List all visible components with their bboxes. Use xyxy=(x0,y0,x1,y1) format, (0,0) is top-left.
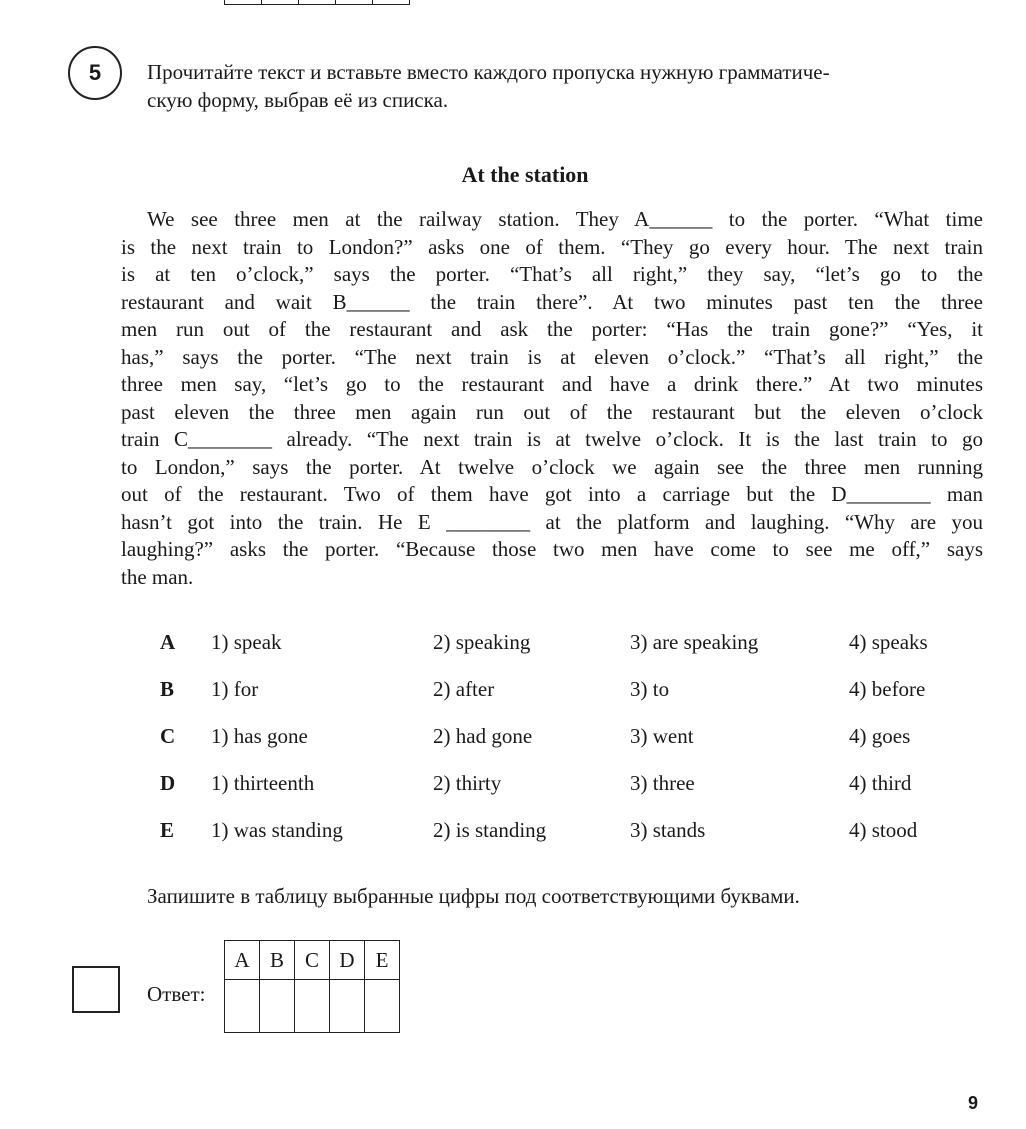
answer-cell-d[interactable] xyxy=(330,980,365,1033)
answer-cell-e[interactable] xyxy=(365,980,400,1033)
passage-line: laughing?” asks the porter. “Because those two men have come to see me off,” says xyxy=(121,537,983,561)
table-cell-remnant xyxy=(336,0,373,4)
answer-cell-b[interactable] xyxy=(260,980,295,1033)
passage-line: train C________ already. “The next train is at twelve o’clock. It is the last train to go xyxy=(121,427,983,451)
option-choice: 3) to xyxy=(630,677,670,701)
option-row-c xyxy=(160,724,980,771)
passage-line: men run out of the restaurant and ask the porter: “Has the train gone?” “Yes, it xyxy=(121,317,983,341)
option-choice: 3) went xyxy=(630,724,694,748)
passage-line: is at ten o’clock,” says the porter. “That’s all right,” they say, “let’s go to the xyxy=(121,262,983,286)
option-row-a xyxy=(160,630,980,677)
passage-line: the man. xyxy=(121,564,194,589)
option-row-d xyxy=(160,771,980,818)
answer-cell-a[interactable] xyxy=(225,980,260,1033)
passage-text xyxy=(121,206,983,591)
passage-line: We see three men at the railway station. They A______ to the porter. “What time xyxy=(147,207,983,231)
option-choice: 1) has gone xyxy=(211,724,308,748)
table-cell-remnant xyxy=(225,0,262,4)
option-choice: 4) speaks xyxy=(849,630,928,654)
option-row-e xyxy=(160,818,980,865)
answer-column-header: D xyxy=(330,941,365,980)
option-choice: 1) thirteenth xyxy=(211,771,315,795)
option-choice: 4) third xyxy=(849,771,912,795)
option-choice: 3) stands xyxy=(630,818,706,842)
passage-line: restaurant and wait B______ the train there”. At two minutes past ten the three xyxy=(121,289,983,314)
option-choice: 3) three xyxy=(630,771,695,795)
answer-instruction: Запишите в таблицу выбранные цифры под соответствующими буквами. xyxy=(147,884,800,908)
answer-column-header: C xyxy=(295,941,330,980)
page-number: 9 xyxy=(968,1093,979,1113)
answer-table-header-row xyxy=(225,941,400,980)
passage-line: to London,” says the porter. At twelve o’clock we again see the three men running xyxy=(121,454,983,479)
table-cell-remnant xyxy=(373,0,409,4)
answer-cell-c[interactable] xyxy=(295,980,330,1033)
option-choice: 2) had gone xyxy=(433,724,533,748)
option-letter: A xyxy=(160,630,176,654)
option-letter: E xyxy=(160,818,175,842)
answer-column-header: E xyxy=(365,941,400,980)
task-number-circle xyxy=(68,46,122,100)
option-choice: 2) after xyxy=(433,677,495,701)
option-choice: 1) speak xyxy=(211,630,282,654)
instruction-line: Прочитайте текст и вставьте вместо каждого пропуска нужную грамматиче- xyxy=(147,60,830,84)
previous-answer-table-remnant xyxy=(224,0,410,5)
option-choice: 4) goes xyxy=(849,724,911,748)
option-letter: B xyxy=(160,677,175,701)
option-choice: 1) for xyxy=(211,677,259,701)
instruction-line: скую форму, выбрав её из списка. xyxy=(147,88,449,112)
option-choice: 4) stood xyxy=(849,818,918,842)
task-instruction xyxy=(147,58,992,114)
passage-line: has,” says the porter. “The next train is at eleven o’clock.” “That’s all right,” the xyxy=(121,344,983,369)
score-box[interactable] xyxy=(72,966,120,1013)
answer-options xyxy=(160,630,980,865)
answer-column-header: B xyxy=(260,941,295,980)
option-letter: C xyxy=(160,724,176,748)
option-choice: 2) is standing xyxy=(433,818,547,842)
passage-line: past eleven the three men again run out of the restaurant but the eleven o’clock xyxy=(121,399,983,424)
passage-line: three men say, “let’s go to the restaurant and have a drink there.” At two minutes xyxy=(121,372,983,396)
option-choice: 4) before xyxy=(849,677,926,701)
answer-table-input-row xyxy=(225,980,400,1033)
option-row-b xyxy=(160,677,980,724)
table-cell-remnant xyxy=(262,0,299,4)
option-choice: 3) are speaking xyxy=(630,630,759,654)
table-cell-remnant xyxy=(299,0,336,4)
passage-line: out of the restaurant. Two of them have got into a carriage but the D________ man xyxy=(121,482,983,506)
option-choice: 1) was standing xyxy=(211,818,343,842)
passage-title: At the station xyxy=(461,162,589,187)
option-choice: 2) speaking xyxy=(433,630,531,654)
task-number: 5 xyxy=(88,60,102,85)
passage-line: hasn’t got into the train. He E ________ at the platform and laughing. “Why are you xyxy=(121,509,983,534)
answer-table xyxy=(224,940,400,1033)
answer-label: Ответ: xyxy=(147,982,206,1006)
option-letter: D xyxy=(160,771,176,795)
answer-column-header: A xyxy=(225,941,260,980)
passage-line: is the next train to London?” asks one of them. “They go every hour. The next train xyxy=(121,234,983,259)
option-choice: 2) thirty xyxy=(433,771,502,795)
